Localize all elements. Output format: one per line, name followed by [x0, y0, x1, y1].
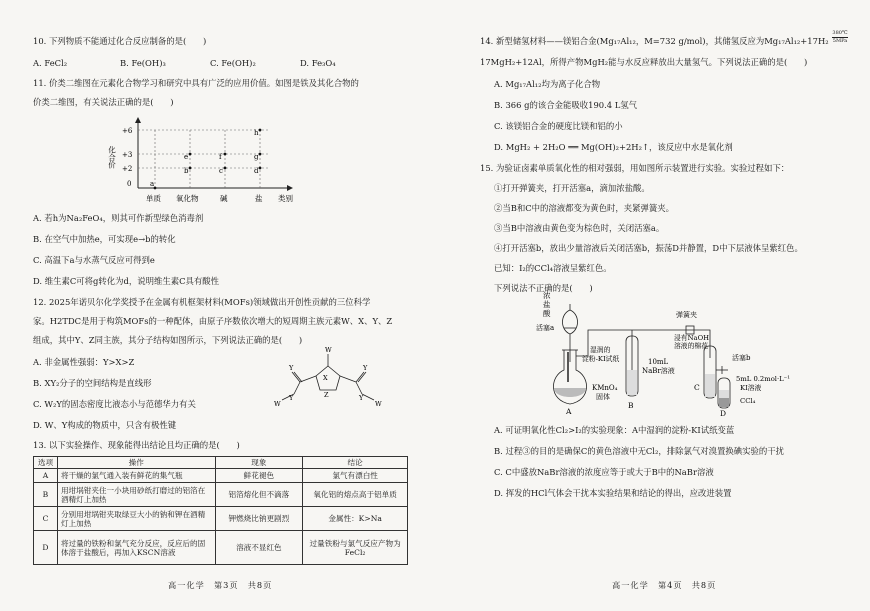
atom-w-left: W [274, 400, 281, 408]
q11-option-b: B. 在空气中加热e，可实现e→b的转化 [33, 234, 176, 244]
row-c-option: C [34, 507, 58, 531]
q14-condition-pressure: 5MPa [832, 38, 848, 44]
q15-stem: 15. 为验证卤素单质氧化性的相对强弱，用如图所示装置进行实验。实验过程如下： [480, 163, 790, 173]
row-c-phenomenon: 钾燃烧比钠更剧烈 [215, 507, 303, 531]
row-d-option: D [34, 531, 58, 565]
q13-header-option: 选项 [34, 457, 58, 469]
label-d: d [254, 167, 259, 175]
row-a-operation: 将干燥的氯气通入装有鲜花的集气瓶 [57, 469, 215, 483]
atom-z-ring: Z [324, 391, 329, 399]
tube-b-liquid [627, 370, 637, 395]
q15-option-b: B. 过程③的目的是确保C的黄色溶液中无Cl₂，排除氯气对溴置换碘实验的干扰 [494, 446, 784, 456]
label-g: g [254, 153, 259, 161]
row-a-conclusion: 氯气有漂白性 [303, 469, 408, 483]
q11-stem-line1: 11. 价类二维图在元素化合物学习和研究中具有广泛的应用价值。如图是铁及其化合物的 [33, 78, 359, 88]
point-d [259, 167, 262, 170]
q10-option-c: C. Fe(OH)₂ [210, 58, 256, 68]
chart-y-label: 化合价 [107, 146, 117, 169]
row-d-phenomenon: 溶液不显红色 [215, 531, 303, 565]
label-b: b [184, 167, 189, 175]
row-a-phenomenon: 鲜花褪色 [215, 469, 303, 483]
label-a: a [150, 180, 155, 188]
chart-ytick-0: 0 [127, 180, 132, 188]
q12-stem-line2: 家。H2TDC是用于构筑MOFs的一种配体，由原子序数依次增大的短周期主族元素W、X、Y、Z [33, 316, 393, 326]
q15-question: 下列说法不正确的是( ) [494, 283, 593, 293]
label-spring-clip: 弹簧夹 [676, 311, 697, 319]
row-c-conclusion: 金属性：K>Na [303, 507, 408, 531]
chart-ytick-2: +2 [122, 165, 133, 173]
label-valve-a: 活塞a [536, 324, 555, 332]
atom-w-top: W [325, 346, 332, 354]
table-row [34, 469, 408, 483]
q14-option-c: C. 该镁铝合金的硬度比镁和铝的小 [494, 121, 623, 131]
chart-xtick-base: 碱 [220, 194, 228, 203]
q12-molecule-structure [258, 342, 398, 422]
table-row [34, 531, 408, 565]
chart-xtick-salt: 盐 [255, 194, 263, 203]
q13-table [33, 456, 408, 565]
q14-option-a: A. Mg₁₇Al₁₂均为离子化合物 [494, 79, 601, 89]
right-page-footer: 高一化学 第4页 共8页 [612, 580, 717, 590]
label-d: D [720, 409, 727, 418]
q11-option-d: D. 维生素C可将g转化为d，说明维生素C具有酸性 [33, 276, 220, 286]
q12-option-d: D. W、Y构成的物质中，只含有极性键 [33, 420, 177, 430]
funnel-bulb [563, 310, 578, 334]
q15-apparatus-diagram [500, 290, 800, 418]
label-c: C [694, 383, 700, 392]
row-b-conclusion: 氧化铝的熔点高于铝单质 [303, 483, 408, 507]
row-d-conclusion: 过量铁粉与氯气反应产物为FeCl₂ [303, 531, 408, 565]
q12-option-a: A. 非金属性强弱：Y>X>Z [33, 357, 135, 367]
q15-option-c: C. C中盛放NaBr溶液的浓度应等于或大于B中的NaBr溶液 [494, 467, 714, 477]
q10-stem: 10. 下列物质不能通过化合反应制备的是( ) [33, 36, 207, 46]
q14-stem-line1: 14. 新型储氢材料——镁铝合金(Mg₁₇Al₁₂，M=732 g/mol)，其储氢反应为Mg₁₇Al₁₂+17H₂ [480, 36, 829, 46]
q15-step-1: ①打开弹簧夹，打开活塞a，滴加浓盐酸。 [494, 183, 650, 193]
atom-w-right: W [375, 400, 382, 408]
label-valve-b: 活塞b [732, 354, 751, 362]
point-b [189, 167, 192, 170]
row-b-phenomenon: 铝箔熔化但不滴落 [215, 483, 303, 507]
point-e [189, 153, 192, 156]
label-ki-conc: 5mL 0.2mol·L⁻¹ [736, 375, 790, 383]
q11-option-a: A. 若h为Na₂FeO₄，则其可作新型绿色消毒剂 [33, 213, 204, 223]
label-solid: 固体 [596, 393, 610, 401]
chart-points [154, 129, 262, 190]
point-c [224, 167, 227, 170]
q15-step-3: ③当B中溶液由黄色变为棕色时，关闭活塞a。 [494, 223, 665, 233]
q14-condition [832, 31, 848, 44]
label-b: B [628, 401, 634, 410]
atom-y-left-top: Y [289, 364, 294, 372]
label-kmno4: KMnO₄ [592, 384, 618, 392]
left-page-footer: 高一化学 第3页 共8页 [168, 580, 273, 590]
q13-header-operation: 操作 [57, 457, 215, 469]
row-b-option: B [34, 483, 58, 507]
label-ki-solution: KI溶液 [740, 384, 762, 392]
tube-d-ccl4-layer [719, 398, 729, 407]
q10-option-d: D. Fe₃O₄ [300, 58, 336, 68]
q14-option-d: D. MgH₂ + 2H₂O ══ Mg(OH)₂+2H₂↑，该反应中水是氧化剂 [494, 142, 733, 152]
chart-xtick-element: 单质 [146, 194, 161, 203]
row-b-operation: 用坩埚钳夹住一小块用砂纸打磨过的铝箔在酒精灯上加热 [57, 483, 215, 507]
point-h [259, 129, 262, 132]
q13-header-conclusion: 结论 [303, 457, 408, 469]
atom-y-right-bottom: Y [359, 394, 364, 402]
chart-grid [138, 130, 270, 188]
q12-option-b: B. XY₂分子的空间结构是直线形 [33, 378, 152, 388]
q14-stem-line2: 17MgH₂+12Al，所得产物MgH₂能与水反应释放出大量氢气。下列说法正确的是( ) [480, 57, 808, 67]
chart-ytick-3: +3 [122, 151, 133, 159]
chart-x-label: 类别 [278, 194, 293, 203]
q11-option-c: C. 高温下a与水蒸气反应可得到e [33, 255, 155, 265]
label-hcl-1: 盐 [543, 300, 551, 309]
label-ccl4: CCl₄ [740, 397, 756, 405]
q15-step-2: ②当B和C中的溶液都变为黄色时，夹紧弹簧夹。 [494, 203, 675, 213]
label-naoh-cotton-2: 溶液的棉花 [674, 342, 708, 350]
row-d-operation: 将过量的铁粉和氯气充分反应，反应后的固体溶于盐酸后，再加入KSCN溶液 [57, 531, 215, 565]
q10-option-b: B. Fe(OH)₃ [120, 58, 166, 68]
q15-option-d: D. 挥发的HCl气体会干扰本实验结果和结论的得出，应改进装置 [494, 488, 732, 498]
q11-stem-line2: 价类二维图，有关说法正确的是( ) [33, 97, 174, 107]
right-page [440, 0, 870, 611]
label-h: h [254, 129, 259, 137]
q11-valence-chart [107, 112, 310, 210]
label-paper-1: 湿润的 [590, 346, 611, 354]
q15-option-a: A. 可证明氧化性Cl₂>I₂的实验现象：A中湿润的淀粉-KI试纸变蓝 [494, 425, 735, 435]
q12-stem-line3: 组成，其中Y、Z同主族，其分子结构如图所示，下列说法正确的是( ) [33, 335, 303, 345]
chart-ytick-6: +6 [122, 127, 133, 135]
q15-step-4: ④打开活塞b，放出少量溶液后关闭活塞b，振荡D并静置，D中下层液体呈紫红色。 [494, 243, 803, 253]
q14-option-b: B. 366 g的该合金能吸收190.4 L氢气 [494, 100, 638, 110]
label-naoh-cotton-1: 浸有NaOH [674, 334, 710, 342]
label-e: e [184, 153, 189, 161]
point-g [259, 153, 262, 156]
label-nabr-solution: NaBr溶液 [642, 367, 675, 375]
atom-y-right-top: Y [363, 364, 368, 372]
q14-condition-temp: 380℃ [832, 30, 848, 36]
kmno4-solid [554, 388, 586, 397]
point-f [224, 153, 227, 156]
label-f: f [219, 153, 222, 161]
table-row [34, 507, 408, 531]
label-c: c [219, 167, 223, 175]
row-a-option: A [34, 469, 58, 483]
row-c-operation: 分别用坩埚钳夹取绿豆大小的钠和钾在酒精灯上加热 [57, 507, 215, 531]
atom-y-left-bottom: Y [289, 394, 294, 402]
label-a: A [566, 407, 572, 416]
q12-option-c: C. W₂Y的固态密度比液态小与范德华力有关 [33, 399, 196, 409]
q13-stem: 13. 以下实验操作、现象能得出结论且均正确的是( ) [33, 440, 240, 450]
chart-xtick-oxide: 氧化物 [176, 194, 199, 203]
q13-header-phenomenon: 现象 [215, 457, 303, 469]
label-hcl-2: 酸 [543, 309, 551, 318]
tube-d-ki-layer [719, 390, 729, 398]
q15-note: 已知：I₂的CCl₄溶液呈紫红色。 [494, 263, 612, 273]
tube-c-liquid [705, 374, 715, 397]
label-paper-2: 淀粉-KI试纸 [582, 355, 620, 363]
q12-stem-line1: 12. 2025年诺贝尔化学奖授予在金属有机框架材料(MOFs)领域做出开创性贡献的三位科学 [33, 297, 371, 307]
q10-option-a: A. FeCl₂ [33, 58, 68, 68]
label-conc: 浓 [543, 291, 551, 300]
label-nabr-volume: 10mL [648, 358, 669, 366]
atom-x-ring: X [323, 374, 328, 382]
table-row [34, 483, 408, 507]
